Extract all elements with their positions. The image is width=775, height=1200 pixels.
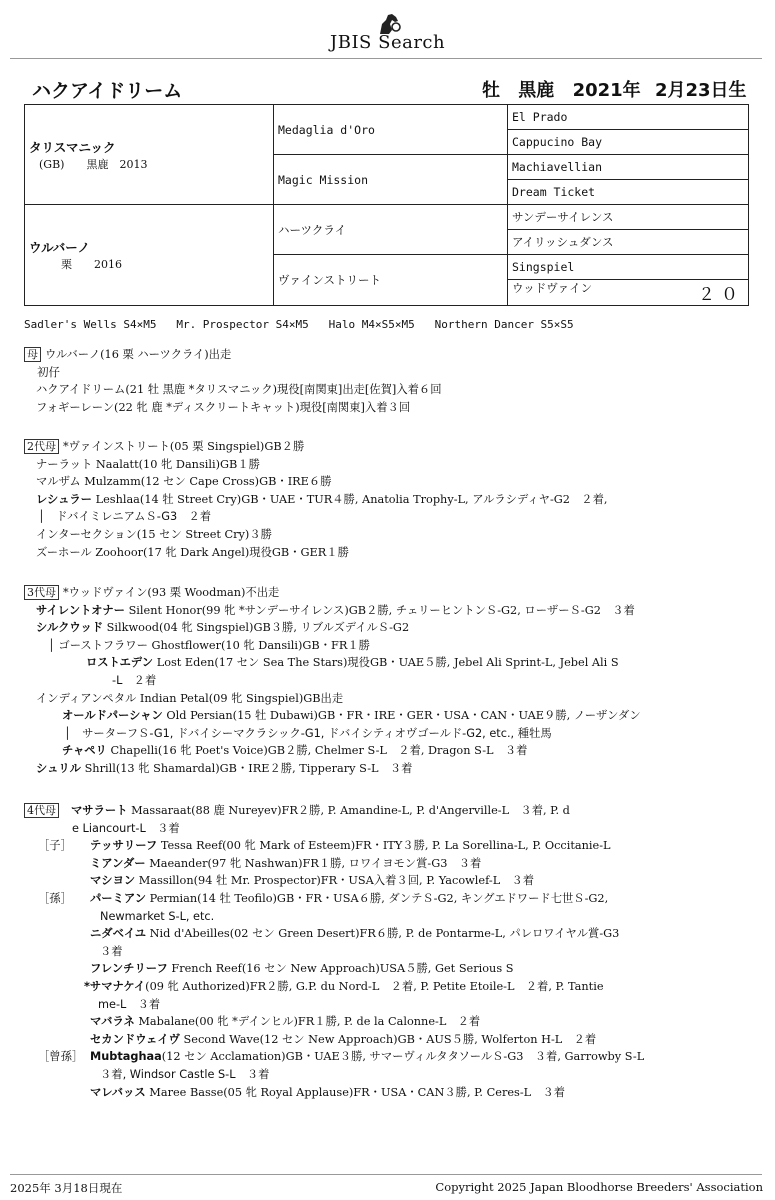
horse-birthday: 2月23日生 — [654, 80, 747, 101]
progeny-name: フレンチリーフ — [90, 962, 168, 976]
fourth-dam-line: French Reef(16 セン New Approach)USA５勝, Get Serious S — [171, 962, 514, 976]
fourth-dam-tag: 4代母 — [24, 803, 59, 818]
fourth-dam-line: Permian(14 牡 Teofilo)GB・FR・USA６勝, ダンテＳ-G2, キングエドワード七世Ｓ-G2, — [149, 891, 609, 905]
third-dam-line: ゴーストフラワー Ghostflower(10 牝 Dansili)GB・FR１勝 — [58, 638, 370, 652]
fourth-dam-line: Nid d'Abeilles(02 セン Green Desert)FR６勝, P. de Pontarme-L, パレロワイヤル賞-G3 — [149, 927, 620, 941]
generation-label: ［子］ — [38, 839, 72, 853]
pedigree-ddd: ウッドヴァイン — [512, 281, 593, 295]
pedigree-ss[interactable]: Medaglia d'Oro — [274, 105, 508, 155]
sire-info: (GB) 黒鹿 2013 — [39, 157, 148, 171]
header-divider — [10, 58, 762, 59]
generation-label: ［曾孫］ — [38, 1050, 84, 1064]
progeny-name: チャペリ — [62, 744, 107, 758]
third-dam-line: Silkwood(04 牝 Singspiel)GB３勝, リブルズデイルＳ-G2 — [106, 621, 410, 635]
dam-tag: 母 — [24, 347, 41, 362]
progeny-name: マシヨン — [90, 874, 136, 888]
second-dam-tag: 2代母 — [24, 439, 59, 454]
fourth-dam-line: Newmarket S-L, etc. — [100, 909, 215, 923]
third-dam-line: インディアンペタル Indian Petal(09 牝 Singspiel)GB出走 — [36, 691, 344, 705]
third-dam-line: サーターフＳ-G1, ドバイシーマクラシック-G1, ドバイシティオヴゴールド-G2, etc., 種牡馬 — [82, 726, 552, 740]
progeny-name: *サマナケイ — [84, 979, 146, 993]
second-dam-line: Leshlaa(14 牡 Street Cry)GB・UAE・TUR４勝, Anatolia Trophy-L, アルラシディヤ-G2 ２着, — [95, 492, 608, 506]
second-dam-line: ズーホール Zoohoor(17 牝 Dark Angel)現役GB・GER１勝 — [36, 545, 349, 559]
third-dam-tag: 3代母 — [24, 585, 59, 600]
pedigree-ssd[interactable]: Cappucino Bay — [508, 130, 749, 155]
dam-line: ウルバーノ(16 栗 ハーツクライ)出走 — [45, 348, 232, 361]
second-dam-section: 2代母 *ヴァインストリート(05 栗 Singspiel)GB２勝 ナーラット Naalatt(10 牝 Dansili)GB１勝 マルザム Mulzamm(12 セン Cape Cross)GB・IRE６勝 レシュラー Leshlaa(14 牡 Street Cry)GB・UAE・TUR４勝, Anatolia Trophy-L, アルラシディヤ-G2 ２着, │ ドバイミレニアムＳ-G3 ２着 インターセクション(15 セン Street Cry)３勝 ズーホール Zoohoor(17 牝 Dark Angel)現役GB・GER１勝 — [24, 438, 764, 561]
pedigree-sds[interactable]: Machiavellian — [508, 155, 749, 180]
generation-label: ［孫］ — [38, 891, 72, 905]
pedigree-sire[interactable] — [25, 105, 274, 205]
progeny-name: ニダベイユ — [90, 927, 147, 941]
progeny-name: マサラート — [71, 804, 128, 817]
fourth-dam-section — [24, 802, 764, 1101]
pedigree-dam[interactable] — [25, 205, 274, 306]
progeny-name: Mubtaghaa — [90, 1050, 162, 1064]
footer-date: 2025年 3月18日現在 — [10, 1181, 123, 1195]
fourth-dam-line: (09 牝 Authorized)FR２勝, G.P. du Nord-L ２着, P. Petite Etoile-L ２着, P. Tantie — [145, 979, 604, 993]
third-dam-line: *ウッドヴァイン(93 栗 Woodman)不出走 — [63, 586, 280, 599]
progeny-name: ロストエデン — [86, 656, 154, 670]
fourth-dam-line: Maree Basse(05 牝 Royal Applause)FR・USA・CAN３勝, P. Ceres-L ３着 — [149, 1085, 566, 1099]
pedigree-dds[interactable]: Singspiel — [508, 255, 749, 280]
fourth-dam-line: Mabalane(00 牝 *デインヒル)FR１勝, P. de la Calonne-L ２着 — [138, 1015, 481, 1029]
progeny-name: シルクウッド — [36, 621, 104, 635]
footer-copyright: Copyright 2025 Japan Bloodhorse Breeders' Association — [435, 1180, 763, 1194]
second-dam-line: ナーラット Naalatt(10 牝 Dansili)GB１勝 — [36, 457, 260, 471]
progeny-name: シュリル — [36, 761, 81, 775]
fourth-dam-line: Massaraat(88 鹿 Nureyev)FR２勝, P. Amandine-L, P. d'Angerville-L ３着, P. d — [131, 804, 570, 817]
pedigree-sdd[interactable]: Dream Ticket — [508, 180, 749, 205]
progeny-name: サイレントオナー — [36, 603, 125, 617]
fourth-dam-line: Tessa Reef(00 牝 Mark of Esteem)FR・ITY３勝, P. La Sorellina-L, P. Occitanie-L — [160, 839, 611, 853]
dam-section — [24, 346, 764, 416]
pedigree-table — [24, 104, 749, 306]
pedigree-sss[interactable]: El Prado — [508, 105, 749, 130]
progeny-name: セカンドウェイヴ — [90, 1032, 180, 1046]
horse-year: 2021年 — [572, 80, 641, 101]
family-number: ２０ — [698, 285, 744, 305]
progeny-name: ミアンダー — [90, 856, 146, 870]
progeny-name: オールドパーシャン — [62, 709, 163, 723]
third-dam-line: Shrill(13 牝 Shamardal)GB・IRE２勝, Tipperary S-L ３着 — [84, 761, 413, 775]
dam-line: 初仔 — [26, 365, 60, 379]
fourth-dam-line: Massillon(94 牡 Mr. Prospector)FR・USA入着３回, P. Yacowlef-L ３着 — [138, 874, 535, 888]
third-dam-line: Chapelli(16 牝 Poet's Voice)GB２勝, Chelmer S-L ２着, Dragon S-L ３着 — [110, 744, 528, 758]
second-dam-line: マルザム Mulzamm(12 セン Cape Cross)GB・IRE６勝 — [36, 475, 332, 489]
footer-divider — [10, 1174, 762, 1175]
pedigree-dss[interactable]: サンデーサイレンス — [508, 205, 749, 230]
fourth-dam-line: Maeander(97 牝 Nashwan)FR１勝, ロワイヨモン賞-G3 ３着 — [149, 856, 482, 870]
horse-color: 黒鹿 — [518, 80, 555, 101]
sire-name: タリスマニック — [29, 139, 116, 155]
fourth-dam-line: me-L ３着 — [98, 997, 161, 1011]
progeny-name: マバラネ — [90, 1015, 135, 1029]
dam-line: フォギーレーン(22 牝 鹿 *ディスクリートキャット)現役[南関東]入着３回 — [36, 400, 411, 414]
fourth-dam-line: ３着 — [100, 944, 123, 958]
progeny-name: レシュラー — [36, 492, 92, 506]
logo-text: JBIS Search — [330, 32, 446, 53]
third-dam-section: 3代母 *ウッドヴァイン(93 栗 Woodman)不出走 サイレントオナー Silent Honor(99 牝 *サンデーサイレンス)GB２勝, チェリーヒントンＳ-G2, ローザーＳ-G2 ３着 シルクウッド Silkwood(04 牝 Singspiel)GB３勝, リブルズデイルＳ-G2 │ ゴーストフラワー Ghostflower(10 牝 Dansili)GB・FR１勝 ロストエデン Lost Eden(17 セン Sea The Stars)現役GB・UAE５勝, Jebel Ali Sprint-L, Jebel Ali S -L ２着 インディアンペタル Indian Petal(09 牝 Singspiel)GB出走 オールドパーシャン Old Persian(15 牡 Dubawi)GB・FR・IRE・GER・USA・CAN・UAE９勝, ノーザンダン │ サーターフＳ-G1, ドバイシーマクラシック-G1, ドバイシティオヴゴールド-G2, etc., 種牡馬 チャペリ Chapelli(16 牝 Poet's Voice)GB２勝, Chelmer S-L ２着, Dragon S-L ３着 シュリル Shrill(13 牝 Shamardal)GB・IRE２勝, Tipperary S-L ３着 — [24, 584, 764, 778]
horse-sex: 牡 — [482, 80, 500, 101]
second-dam-line: ドバイミレニアムＳ-G3 ２着 — [56, 510, 212, 524]
horse-info — [482, 76, 759, 102]
pedigree-sd[interactable]: Magic Mission — [274, 155, 508, 205]
dam-name: ウルバーノ — [29, 240, 91, 255]
fourth-dam-line: e Liancourt-L ３着 — [72, 821, 180, 835]
pedigree-ds[interactable]: ハーツクライ — [274, 205, 508, 255]
second-dam-line: *ヴァインストリート(05 栗 Singspiel)GB２勝 — [63, 440, 305, 453]
fourth-dam-line: Second Wave(12 セン New Approach)GB・AUS５勝, Wolferton H-L ２着 — [183, 1032, 597, 1046]
horse-name: ハクアイドリーム — [32, 80, 183, 102]
pedigree-dd[interactable]: ヴァインストリート — [274, 255, 508, 306]
progeny-name: マレバッス — [90, 1085, 146, 1099]
dam-line: ハクアイドリーム(21 牡 黒鹿 *タリスマニック)現役[南関東]出走[佐賀]入着６回 — [36, 383, 442, 397]
inbreeding-line: Sadler's Wells S4×M5 Mr. Prospector S4×M5 Halo M4×S5×M5 Northern Dancer S5×S5 — [24, 318, 574, 331]
third-dam-line: Silent Honor(99 牝 *サンデーサイレンス)GB２勝, チェリーヒントンＳ-G2, ローザーＳ-G2 ３着 — [128, 603, 635, 617]
jbis-logo[interactable] — [330, 12, 460, 54]
pedigree-ddd-cell[interactable] — [508, 280, 749, 306]
dam-info: 栗 2016 — [39, 258, 122, 271]
fourth-dam-line: ３着, Windsor Castle S-L ３着 — [100, 1067, 270, 1081]
third-dam-line: -L ２着 — [112, 673, 157, 687]
progeny-name: テッサリーフ — [90, 839, 158, 853]
third-dam-line: Lost Eden(17 セン Sea The Stars)現役GB・UAE５勝, Jebel Ali Sprint-L, Jebel Ali S — [156, 656, 619, 670]
second-dam-line: インターセクション(15 セン Street Cry)３勝 — [36, 527, 272, 541]
progeny-name: パーミアン — [90, 891, 147, 905]
pedigree-dsd[interactable]: アイリッシュダンス — [508, 230, 749, 255]
fourth-dam-line: (12 セン Acclamation)GB・UAE３勝, サマーヴィルタタソールＳ-G3 ３着, Garrowby S-L — [161, 1050, 645, 1064]
third-dam-line: Old Persian(15 牡 Dubawi)GB・FR・IRE・GER・USA・CAN・UAE９勝, ノーザンダン — [166, 709, 641, 723]
